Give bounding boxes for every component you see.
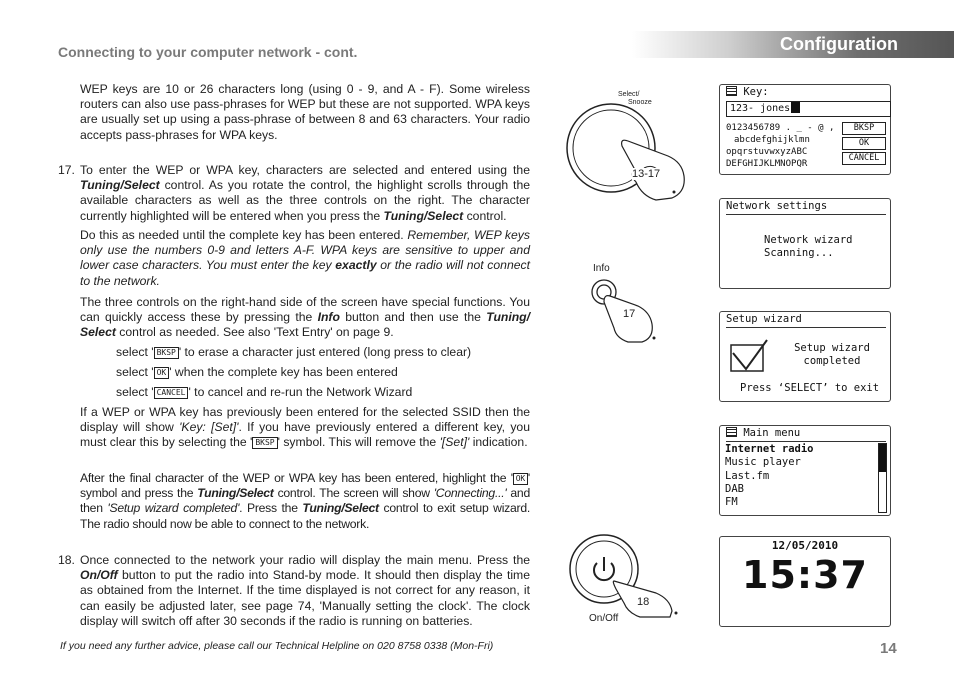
menu-item-fm[interactable]: FM xyxy=(725,496,738,509)
info-label: Info xyxy=(593,263,610,274)
menu-item-lastfm[interactable]: Last.fm xyxy=(725,469,770,482)
menu-scrollbar-thumb[interactable] xyxy=(879,444,886,472)
checkmark-icon xyxy=(730,339,768,373)
step-17-callout: 17 xyxy=(623,308,636,320)
onoff-label: On/Off xyxy=(589,613,619,624)
select-snooze-label: Select/ Snooze xyxy=(618,91,652,106)
setup-screen-title: Setup wizard xyxy=(726,313,802,325)
menu-item-internet-radio[interactable]: Internet radio xyxy=(725,443,814,455)
main-menu-title: Main menu xyxy=(743,427,801,439)
network-settings-screen xyxy=(719,198,891,289)
menu-scrollbar[interactable] xyxy=(878,443,887,513)
key-controls xyxy=(842,122,886,165)
select-bksp-line: select ' BKSP ' to erase a character just entered (long press to clear) xyxy=(116,345,472,359)
select-cancel-line: select ' CANCEL ' to cancel and re-run the Network Wizard xyxy=(116,385,413,399)
step-18-number: 18. xyxy=(58,553,75,567)
list-icon xyxy=(726,86,737,96)
select-knob-illustration xyxy=(556,96,696,206)
key-screen-header xyxy=(726,86,769,98)
special-functions-paragraph: The three controls on the right-hand side of the screen have special functions. You can quickly access these by pressing the Info button and then use the Tuning/ Select control as needed. See also 'Text Entry' on page 9. xyxy=(80,295,530,340)
clock-date: 12/05/2010 xyxy=(771,539,839,552)
network-screen-body xyxy=(764,234,853,260)
char-row-2[interactable]: abcdefghijklmn xyxy=(734,135,810,145)
step-18-paragraph: Once connected to the network your radio will display the main menu. Press the On/Off button to put the radio into Stand-by mode. It should then display the time as obtained from the Internet. If the time displayed is not correct for any reason, it can easily be adjusted later, see page 74, 'Manually setting the clock'. The clock display will switch off after 30 seconds if the radio is running on batteries. xyxy=(80,553,530,628)
intro-text: WEP keys are 10 or 26 characters long (using 0 - 9, and A - F). Some wireless routers can also use pass-phrases for WEP but these are not supported. WPA keys are usually set up using a pass-phrase of between 8 and 63 characters. Your radio accepts pass-phrases for WPA keys. xyxy=(80,82,530,142)
bksp-button[interactable]: BKSP xyxy=(842,122,886,135)
setup-wizard-screen xyxy=(719,311,891,402)
char-row-4[interactable]: DEFGHIJKLMNOPQR xyxy=(726,159,808,169)
step-17-number: 17. xyxy=(58,163,75,177)
key-set-paragraph: If a WEP or WPA key has previously been entered for the selected SSID then the display will show 'Key: [Set]'. If you have previously entered a different key, you must clear this by selecting the ' BKSP ' symbol. This will remove the '[Set]' indication. xyxy=(80,405,530,450)
helpline-footer: If you need any further advice, please call our Technical Helpline on 020 8758 0338 (Mon-Fri) xyxy=(60,640,494,652)
main-menu-header xyxy=(726,427,800,439)
cancel-key-symbol: CANCEL xyxy=(154,387,189,399)
clock-screen xyxy=(719,536,891,627)
step-13-17-callout: 13-17 xyxy=(632,168,661,180)
menu-item-music-player[interactable]: Music player xyxy=(725,456,801,469)
list-icon xyxy=(726,427,737,437)
step-18-callout: 18 xyxy=(637,596,650,608)
intro-paragraph xyxy=(80,82,530,143)
bksp-key-symbol: BKSP xyxy=(252,437,277,449)
chapter-banner xyxy=(632,31,954,58)
onoff-button-illustration xyxy=(566,533,686,618)
char-row-1[interactable]: 0123456789 . _ - @ , xyxy=(726,123,835,133)
final-character-paragraph: After the final character of the WEP or WPA key has been entered, highlight the ' OK ' symbol and press the Tuning/Select control. The screen will show 'Connecting...' and then 'Setup wizard completed'. Press the Tuning/Select control to exit setup wizard. The radio should now be able to connect to the network. xyxy=(80,471,531,531)
key-screen-title: Key: xyxy=(743,86,769,98)
menu-item-dab[interactable]: DAB xyxy=(725,482,744,495)
page-number: 14 xyxy=(880,640,897,657)
scanning-text: Scanning... xyxy=(764,247,834,259)
ok-key-symbol: OK xyxy=(513,473,528,485)
text-cursor xyxy=(791,102,800,113)
ok-key-symbol: OK xyxy=(154,367,170,379)
step-17-paragraph: To enter the WEP or WPA key, characters are selected and entered using the Tuning/Select control. As you rotate the control, the highlight scrolls through the available characters as well as the three controls on the right. The character currently highlighted will be entered when you press the Tuning/Select control. xyxy=(80,163,530,223)
network-wizard-text: Network wizard xyxy=(764,234,853,246)
section-title: Connecting to your computer network - cont. xyxy=(58,44,358,60)
chapter-title: Configuration xyxy=(780,34,898,54)
clock-time: 15:37 xyxy=(742,553,868,597)
char-row-3[interactable]: opqrstuvwxyzABC xyxy=(726,147,808,157)
key-entry-note: Do this as needed until the complete key has been entered. Remember, WEP keys only use the numbers 0-9 and letters A-F. WPA keys are sensitive to upper and lower case characters. You must enter the key exactly or the radio will not connect to the network. xyxy=(80,228,530,288)
select-ok-line: select ' OK ' when the complete key has been entered xyxy=(116,365,398,379)
character-grid[interactable] xyxy=(726,122,834,170)
main-menu-list xyxy=(725,443,814,509)
press-select-to-exit: Press ‘SELECT’ to exit xyxy=(740,382,880,394)
key-entry-input[interactable]: 123- jones xyxy=(726,101,891,117)
ok-button[interactable]: OK xyxy=(842,137,886,150)
main-menu-screen xyxy=(719,425,891,516)
network-screen-title: Network settings xyxy=(726,200,828,212)
bksp-key-symbol: BKSP xyxy=(154,347,179,359)
key-entry-screen xyxy=(719,84,891,175)
cancel-button[interactable]: CANCEL xyxy=(842,152,886,165)
setup-complete-message: Setup wizard completed xyxy=(794,342,870,367)
